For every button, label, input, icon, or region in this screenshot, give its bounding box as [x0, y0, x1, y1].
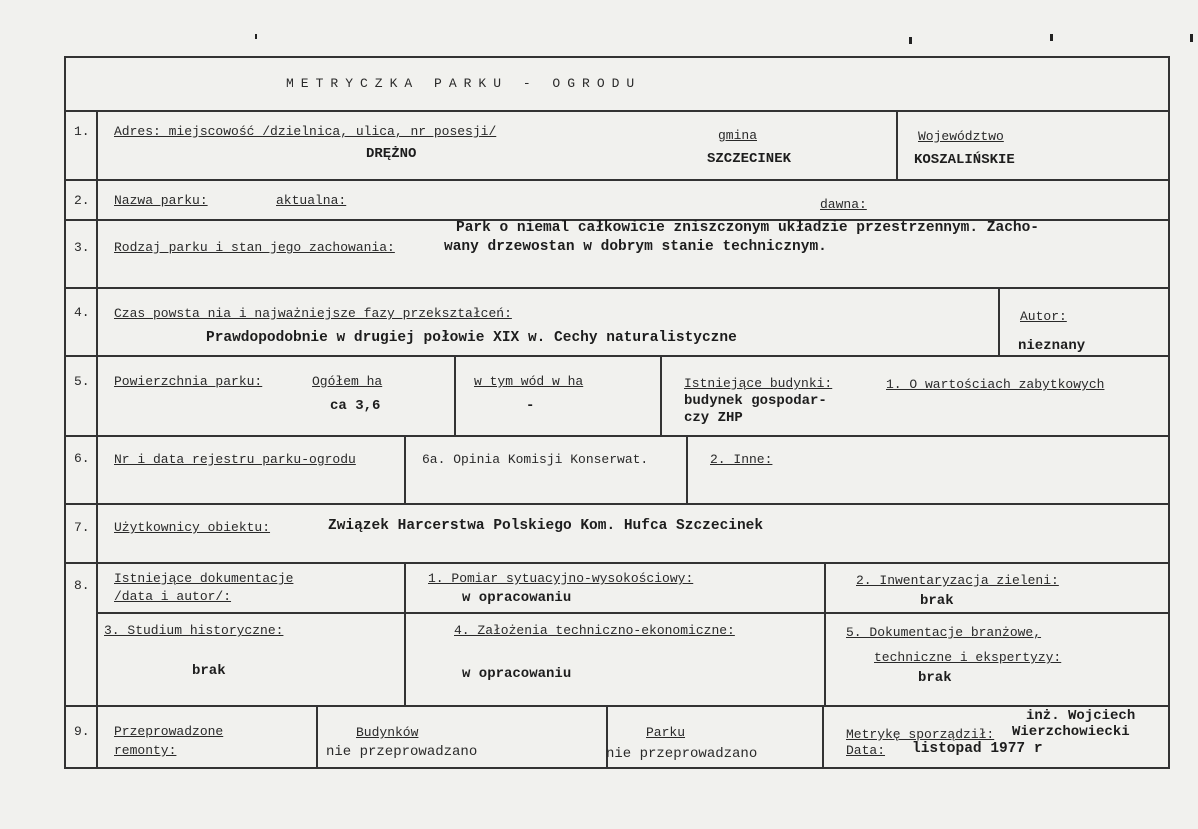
divider: [64, 110, 1170, 112]
former-name-label: dawna:: [820, 197, 867, 212]
row-number: 6.: [74, 451, 90, 466]
greenery-value: brak: [920, 593, 954, 609]
tech-econ-value: w opracowaniu: [462, 666, 572, 682]
divider: [404, 435, 406, 503]
tech-econ-label: 4. Założenia techniczno-ekonomiczne:: [454, 623, 735, 638]
divider: [64, 503, 1170, 505]
divider: [316, 705, 318, 769]
survey-label: 1. Pomiar sytuacyjno-wysokościowy:: [428, 571, 694, 586]
prepared-by-name: Wierzchowiecki: [1012, 724, 1130, 740]
date-label: Data:: [846, 743, 886, 758]
address-label: Adres: miejscowość /dzielnica, ulica, nr posesji/: [114, 124, 497, 139]
users-label: Użytkownicy obiektu:: [114, 520, 271, 535]
register-label: Nr i data rejestru parku-ogrodu: [114, 452, 356, 467]
scan-mark: [255, 34, 257, 39]
buildings-label: Istniejące budynki:: [684, 376, 833, 391]
gmina-value: SZCZECINEK: [707, 151, 792, 167]
page-title: METRYCZKA PARKU - OGRODU: [286, 76, 642, 91]
documentation-label: Istniejące dokumentacje: [114, 571, 294, 586]
history-phases-label: Czas powsta nia i najważniejsze fazy przekształceń:: [114, 306, 512, 321]
branch-docs-label: techniczne i ekspertyzy:: [874, 650, 1062, 665]
buildings-repairs-label: Budynków: [356, 725, 419, 740]
divider: [96, 612, 1170, 614]
buildings-value: budynek gospodar-: [684, 393, 827, 409]
divider: [454, 355, 456, 435]
date-value: listopad 1977 r: [912, 741, 1043, 757]
repairs-label: Przeprowadzone: [114, 724, 224, 739]
total-area-value: ca 3,6: [330, 398, 381, 414]
other-label: 2. Inne:: [710, 452, 773, 467]
voivodeship-label: Województwo: [918, 129, 1004, 144]
prepared-by-name: inż. Wojciech: [1026, 708, 1136, 724]
branch-docs-label: 5. Dokumentacje branżowe,: [846, 625, 1042, 640]
divider: [64, 355, 1170, 357]
park-name-label: Nazwa parku:: [114, 193, 208, 208]
park-type-label: Rodzaj parku i stan jego zachowania:: [114, 240, 395, 255]
water-area-label: w tym wód w ha: [474, 374, 584, 389]
historical-study-value: brak: [192, 663, 226, 679]
row-number: 1.: [74, 124, 90, 139]
divider: [96, 110, 98, 769]
divider: [404, 562, 406, 705]
divider: [64, 705, 1170, 707]
row-number: 7.: [74, 520, 90, 535]
survey-value: w opracowaniu: [462, 590, 572, 606]
prepared-by-label: Metrykę sporządził:: [846, 727, 995, 742]
divider: [64, 179, 1170, 181]
park-type-value: Park o niemal całkowicie zniszczonym układzie przestrzennym. Zacho-: [456, 220, 1039, 236]
scan-mark: [1050, 34, 1053, 41]
divider: [998, 287, 1000, 355]
row-number: 5.: [74, 374, 90, 389]
water-area-value: -: [526, 398, 535, 414]
conservator-opinion-label: 6a. Opinia Komisji Konserwat.: [422, 452, 649, 467]
users-value: Związek Harcerstwa Polskiego Kom. Hufca Szczecinek: [328, 518, 764, 534]
repairs-label: remonty:: [114, 743, 177, 758]
current-name-label: aktualna:: [276, 193, 347, 208]
historical-study-label: 3. Studium historyczne:: [104, 623, 284, 638]
divider: [64, 562, 1170, 564]
branch-docs-value: brak: [918, 670, 952, 686]
row-number: 4.: [74, 305, 90, 320]
park-repairs-label: Parku: [646, 725, 686, 740]
scan-mark: [909, 37, 912, 44]
author-value: nieznany: [1018, 338, 1086, 354]
greenery-label: 2. Inwentaryzacja zieleni:: [856, 573, 1059, 588]
address-value: DRĘŻNO: [366, 146, 417, 162]
scan-mark: [1190, 34, 1193, 42]
documentation-label: /data i autor/:: [114, 589, 232, 604]
total-area-label: Ogółem ha: [312, 374, 383, 389]
area-label: Powierzchnia parku:: [114, 374, 263, 389]
row-number: 9.: [74, 724, 90, 739]
row-number: 3.: [74, 240, 90, 255]
buildings-value: czy ZHP: [684, 410, 743, 426]
divider: [64, 435, 1170, 437]
buildings-repairs-value: nie przeprowadzano: [326, 744, 478, 760]
row-number: 2.: [74, 193, 90, 208]
park-repairs-value: nie przeprowadzano: [606, 746, 758, 762]
divider: [822, 705, 824, 769]
divider: [896, 110, 898, 179]
history-phases-value: Prawdopodobnie w drugiej połowie XIX w. Cechy naturalistyczne: [206, 330, 737, 346]
divider: [686, 435, 688, 503]
gmina-label: gmina: [718, 128, 758, 143]
row-number: 8.: [74, 578, 90, 593]
divider: [64, 287, 1170, 289]
voivodeship-value: KOSZALIŃSKIE: [914, 152, 1015, 168]
author-label: Autor:: [1020, 309, 1067, 324]
monuments-label: 1. O wartościach zabytkowych: [886, 377, 1105, 392]
divider: [824, 562, 826, 705]
park-type-value: wany drzewostan w dobrym stanie technicznym.: [444, 239, 827, 255]
divider: [660, 355, 662, 435]
